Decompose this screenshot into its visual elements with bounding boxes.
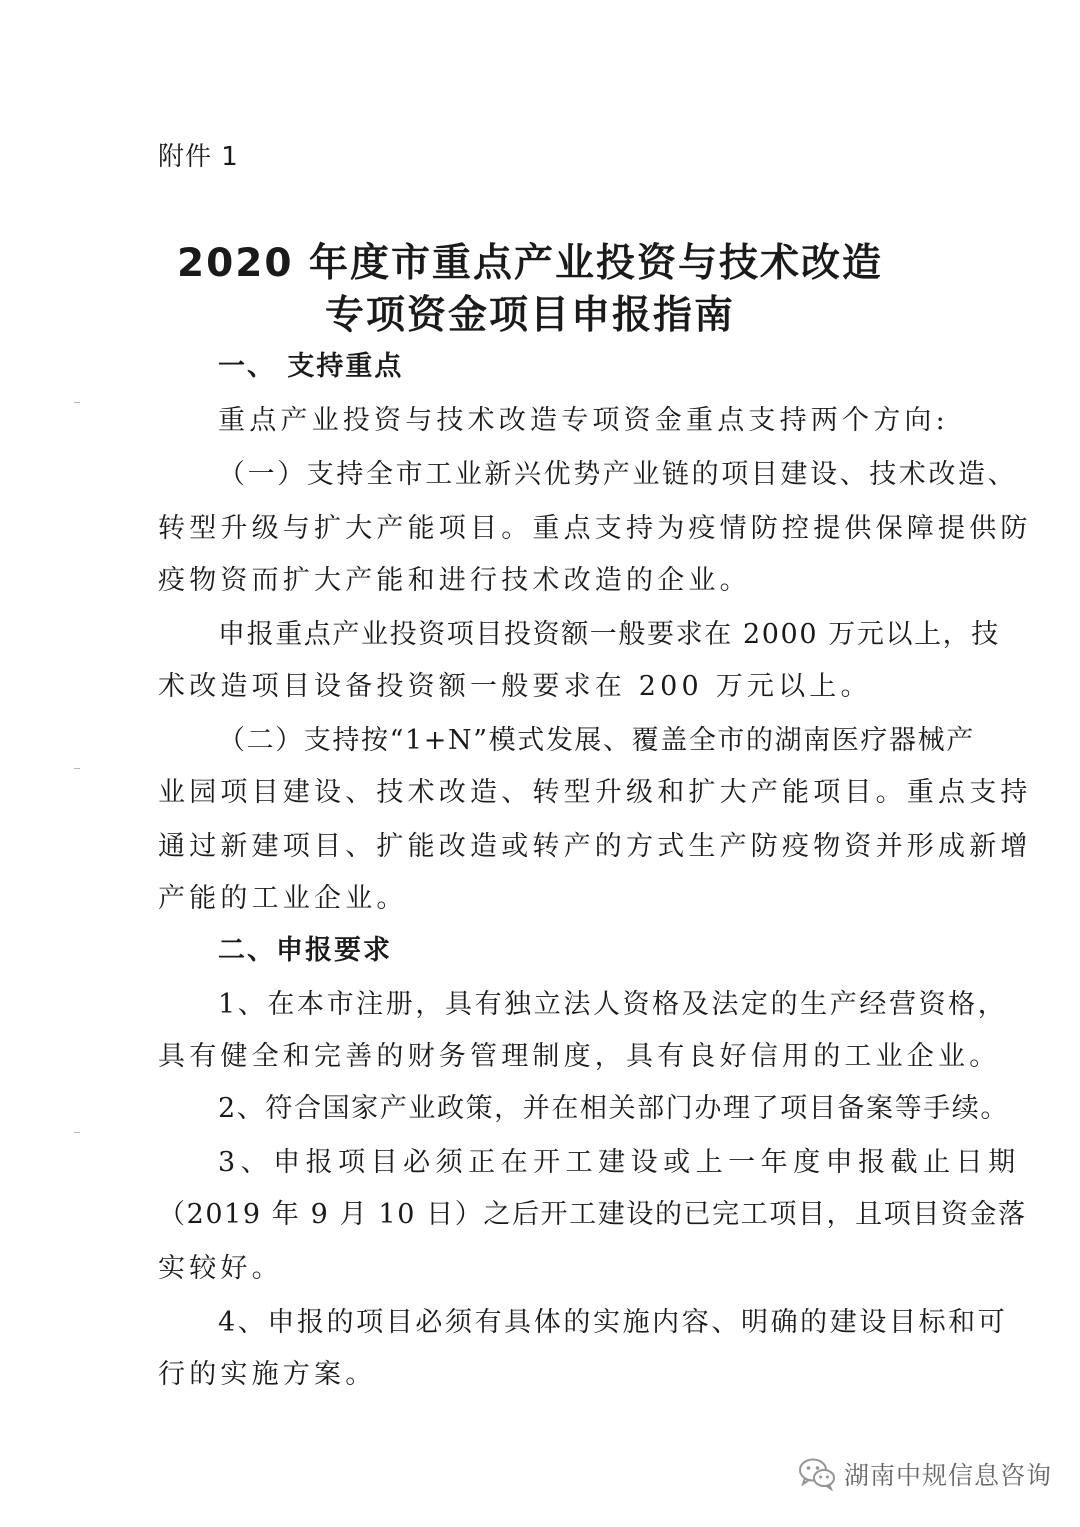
paragraph-line: （一）支持全市工业新兴优势产业链的项目建设、技术改造、: [218, 459, 1018, 490]
paragraph-line: 实较好。: [158, 1253, 283, 1284]
watermark: [798, 1452, 1052, 1496]
section-heading-2: 二、申报要求: [218, 935, 392, 966]
paragraph-line: 具有健全和完善的财务管理制度，具有良好信用的工业企业。: [158, 1041, 1001, 1072]
paragraph-line: 申报重点产业投资项目投资额一般要求在 2000 万元以上，技: [218, 619, 1000, 650]
paragraph-line: 行的实施方案。: [158, 1359, 377, 1390]
paragraph-line: （二）支持按“1+N”模式发展、覆盖全市的湖南医疗器械产: [218, 725, 975, 756]
paragraph-line: 1、在本市注册，具有独立法人资格及法定的生产经营资格，: [218, 989, 1008, 1020]
scan-mark: [74, 768, 80, 769]
scan-mark: [74, 402, 80, 403]
watermark-text: 湖南中规信息咨询: [844, 1461, 1053, 1490]
paragraph-line: 通过新建项目、扩能改造或转产的方式生产防疫物资并形成新增: [158, 831, 1032, 862]
paragraph-line: 转型升级与扩大产能项目。重点支持为疫情防控提供保障提供防: [158, 513, 1032, 544]
document-title-line-2: 专项资金项目申报指南: [324, 293, 735, 338]
paragraph-line: （2019 年 9 月 10 日）之后开工建设的已完工项目，且项目资金落: [158, 1199, 1027, 1230]
paragraph-line: 产能的工业企业。: [158, 883, 408, 914]
document-title-line-1: 2020 年度市重点产业投资与技术改造: [176, 241, 884, 286]
paragraph-line: 4、申报的项目必须有具体的实施内容、明确的建设目标和可: [218, 1307, 1008, 1338]
attachment-label: 附件 1: [158, 142, 239, 172]
paragraph-line: 业园项目建设、技术改造、转型升级和扩大产能项目。重点支持: [158, 777, 1032, 808]
paragraph-line: 重点产业投资与技术改造专项资金重点支持两个方向:: [218, 405, 949, 436]
paragraph-line: 3、申报项目必须正在开工建设或上一年度申报截止日期: [218, 1147, 1021, 1178]
paragraph-line: 2、符合国家产业政策，并在相关部门办理了项目备案等手续。: [218, 1093, 1009, 1124]
wechat-icon: [798, 1457, 836, 1491]
scan-mark: [74, 1132, 80, 1133]
section-heading-1: 一、 支持重点: [218, 351, 404, 382]
paragraph-line: 疫物资而扩大产能和进行技术改造的企业。: [158, 565, 751, 596]
paragraph-line: 术改造项目设备投资额一般要求在 200 万元以上。: [158, 671, 872, 702]
